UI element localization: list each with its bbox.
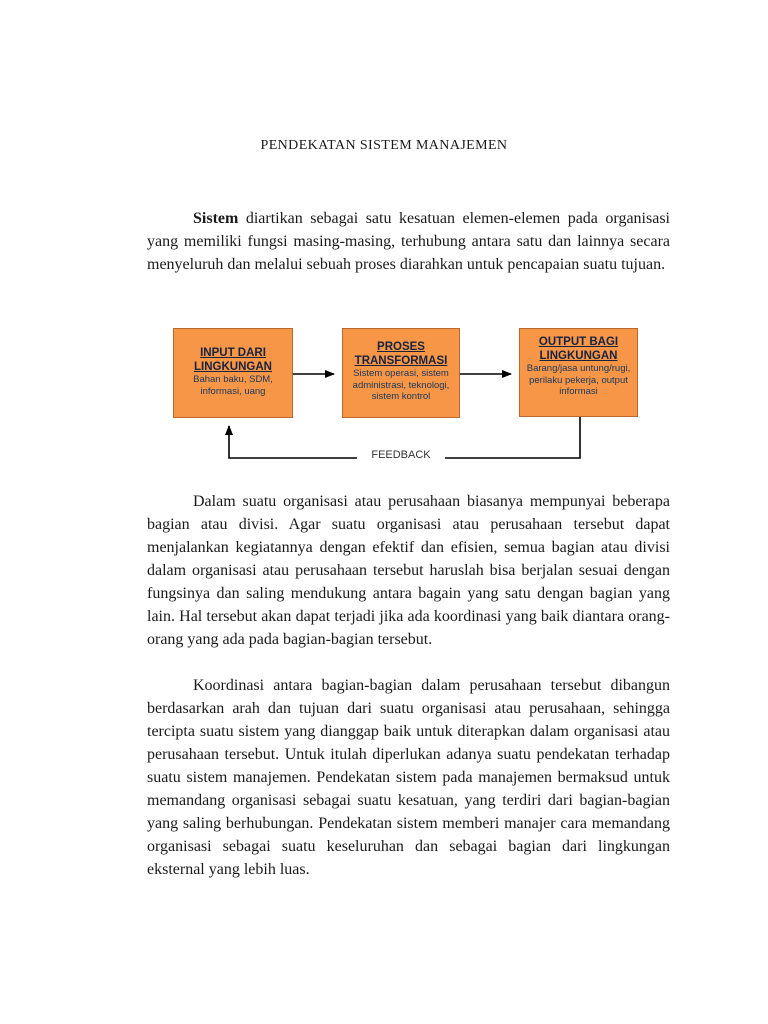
process-box-title: PROSES TRANSFORMASI <box>354 341 448 367</box>
input-box-title: INPUT DARI LINGKUNGAN <box>194 347 272 373</box>
feedback-loop-right <box>440 417 580 458</box>
feedback-loop-left <box>229 426 362 458</box>
input-box-description: Bahan baku, SDM, informasi, uang <box>193 374 273 397</box>
feedback-label: FEEDBACK <box>357 449 445 461</box>
body-paragraph-2: Koordinasi antara bagian-bagian dalam perusahaan tersebut dibangun berdasarkan arah dan tujuan dari suatu organisasi atau perusahaan, sehingga tercipta suatu sistem yang dianggap baik untuk diterapkan dalam organisasi atau perusahaan tersebut. Untuk itulah diperlukan adanya suatu pendekatan terhadap suatu sistem manajemen. Pendekatan sistem pada manajemen bermaksud untuk memandang organisasi sebagai suatu kesatuan, yang terdiri dari bagian-bagian yang saling berhubungan. Pendekatan sistem memberi manajer cara memandang organisasi sebagai suatu keseluruhan dan sebagai bagian dari lingkungan eksternal yang lebih luas. <box>147 677 670 878</box>
input-box <box>173 328 293 418</box>
process-box-description: Sistem operasi, sistem administrasi, teknologi, sistem kontrol <box>352 368 450 402</box>
intro-paragraph-text: diartikan sebagai satu kesatuan elemen-elemen pada organisasi yang memiliki fungsi masing-masing, terhubung antara satu dan lainnya secara menyeluruh dan melalui sebuah proses diarahkan untuk pencapaian suatu tujuan. <box>147 210 670 273</box>
output-box <box>519 328 638 417</box>
output-box-title: OUTPUT BAGI LINGKUNGAN <box>538 336 619 362</box>
output-box-description: Barang/jasa untung/rugi, perilaku pekerja, output informasi <box>526 363 631 397</box>
process-box <box>342 328 460 418</box>
bold-term-sistem: Sistem <box>193 210 239 227</box>
body-paragraph-1: Dalam suatu organisasi atau perusahaan biasanya mempunyai beberapa bagian atau divisi. Agar suatu organisasi atau perusahaan tersebut dapat menjalankan kegiatannya dengan efektif dan efisien, semua bagian atau divisi dalam organisasi atau perusahaan tersebut haruslah bisa berjalan sesuai dengan fungsinya dan saling mendukung antara bagain yang satu dengan bagian yang lain. Hal tersebut akan dapat terjadi jika ada koordinasi yang baik diantara orang-orang yang ada pada bagian-bagian tersebut. <box>147 493 670 648</box>
page-title: PENDEKATAN SISTEM MANAJEMEN <box>260 138 508 153</box>
intro-paragraph <box>147 207 670 276</box>
